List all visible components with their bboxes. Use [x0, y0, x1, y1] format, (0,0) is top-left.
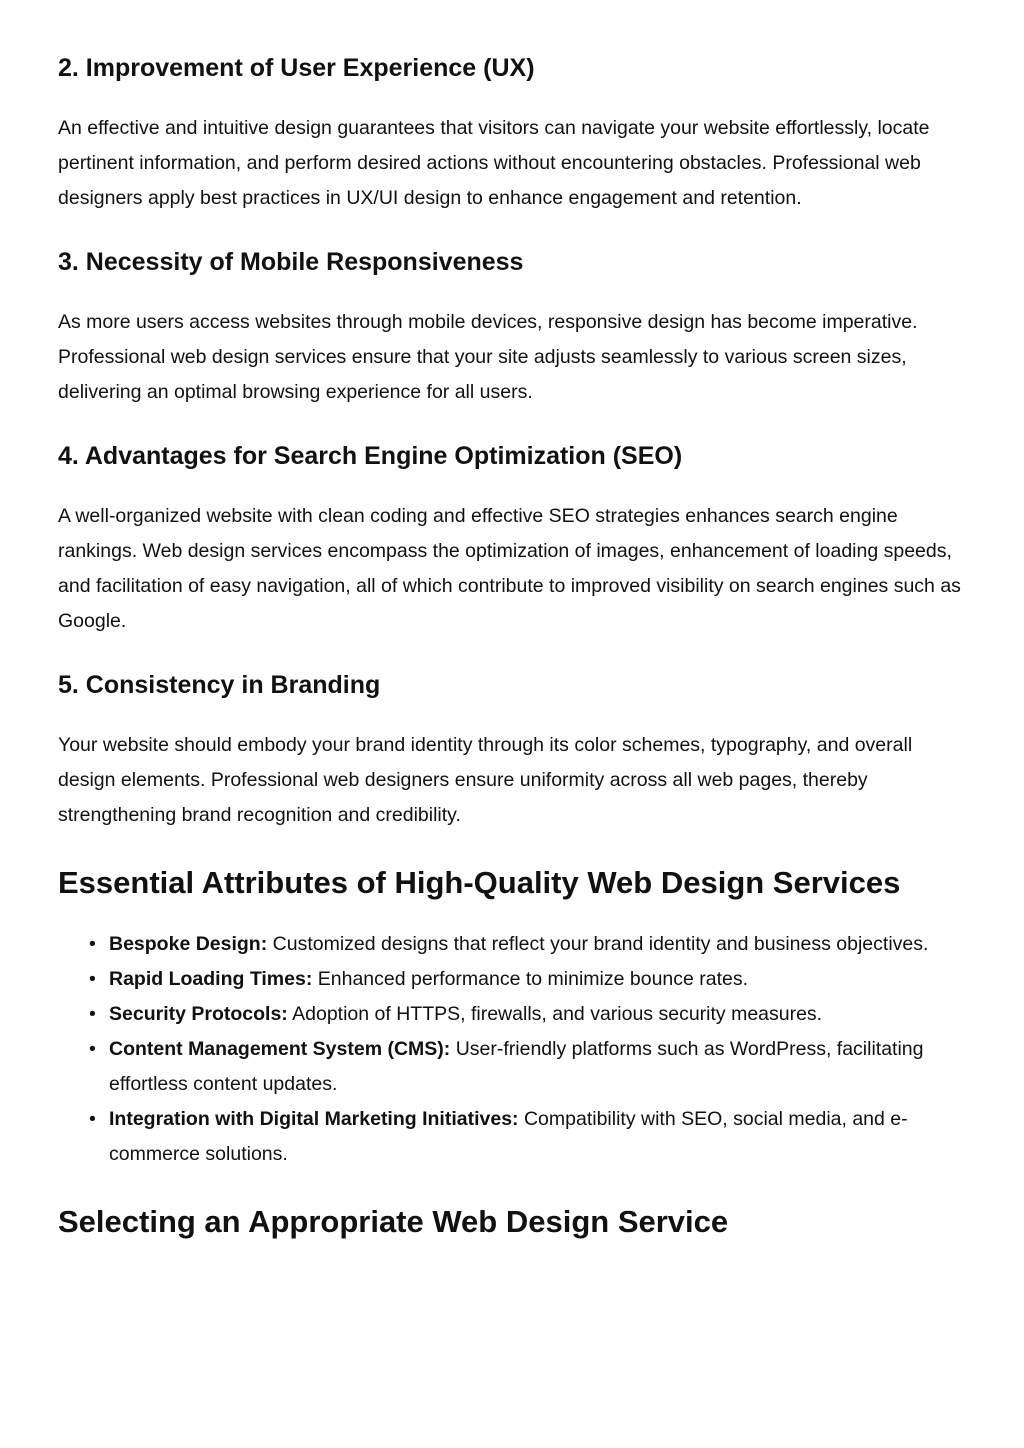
list-item-text: Enhanced performance to minimize bounce rates.	[312, 968, 749, 990]
bullet-icon: •	[89, 1038, 96, 1060]
section-paragraph: A well-organized website with clean coding and effective SEO strategies enhances search engine rankings. Web design services encompass the optimization of images, enhancement of loading speeds, and facilitation of easy navigation, all of which contribute to improved visibility on search engines such as Google.	[58, 505, 961, 632]
bullet-icon: •	[89, 1108, 96, 1130]
section-heading: 3. Necessity of Mobile Responsiveness	[58, 248, 524, 276]
bullet-icon: •	[89, 933, 96, 955]
section-heading: 4. Advantages for Search Engine Optimization (SEO)	[58, 442, 683, 470]
attributes-heading: Essential Attributes of High-Quality Web Design Services	[58, 865, 901, 900]
section-paragraph: As more users access websites through mobile devices, responsive design has become imperative. Professional web design services ensure that your site adjusts seamlessly to various screen sizes, delivering an optimal browsing experience for all users.	[58, 311, 918, 403]
list-item-term: Rapid Loading Times:	[109, 968, 313, 990]
section-paragraph: An effective and intuitive design guarantees that visitors can navigate your website effortlessly, locate pertinent information, and perform desired actions without encountering obstacles. Professional web designers apply best practices in UX/UI design to enhance engagement and retention.	[58, 117, 930, 209]
list-item-text: Adoption of HTTPS, firewalls, and various security measures.	[287, 1003, 823, 1025]
selecting-heading: Selecting an Appropriate Web Design Service	[58, 1204, 729, 1239]
bullet-icon: •	[89, 968, 96, 990]
section-heading: 5. Consistency in Branding	[58, 671, 381, 699]
list-item-term: Security Protocols:	[109, 1003, 288, 1025]
list-item	[89, 962, 966, 997]
list-item-term: Content Management System (CMS):	[109, 1038, 451, 1060]
list-item	[89, 997, 966, 1032]
section-branding	[58, 669, 966, 833]
section-mobile	[58, 246, 966, 410]
bullet-icon: •	[89, 1003, 96, 1025]
list-item	[89, 927, 966, 962]
list-item-text: User-friendly platforms such as WordPress, facilitating effortless content updates.	[109, 1038, 924, 1095]
section-paragraph: Your website should embody your brand identity through its color schemes, typography, and overall design elements. Professional web designers ensure uniformity across all web pages, thereby strengthening brand recognition and credibility.	[58, 734, 913, 826]
list-item-term: Bespoke Design:	[109, 933, 268, 955]
list-item-text: Compatibility with SEO, social media, and e-commerce solutions.	[109, 1108, 908, 1165]
section-ux	[58, 52, 966, 216]
section-seo	[58, 440, 966, 639]
list-item-text: Customized designs that reflect your brand identity and business objectives.	[267, 933, 929, 955]
list-item	[89, 1032, 966, 1102]
list-item-term: Integration with Digital Marketing Initiatives:	[109, 1108, 519, 1130]
attributes-list	[58, 927, 966, 1172]
list-item	[89, 1102, 966, 1172]
section-heading: 2. Improvement of User Experience (UX)	[58, 54, 535, 82]
